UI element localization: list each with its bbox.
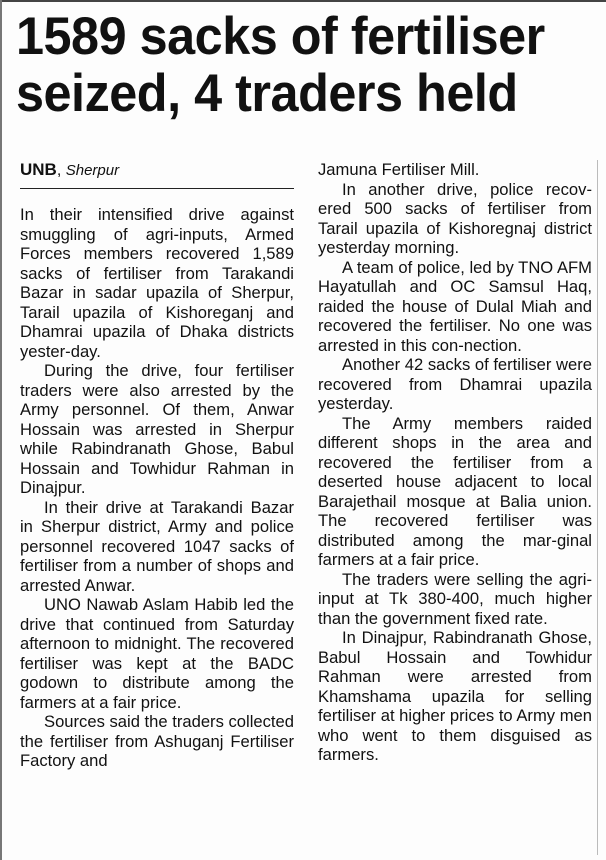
headline-line-1: 1589 sacks of fertiliser: [16, 7, 545, 66]
paragraph: In another drive, police recov-ered 500 sacks of fertiliser from Tarail upazila of Kishoregnaj district yesterday morning.: [318, 179, 592, 257]
paragraph: In their intensified drive against smuggling of agri-inputs, Armed Forces members recovered 1,589 sacks of fertiliser from Tarakandi Bazar in sadar upazila of Sherpur, Tarail upazila of Kishoreganj and Dhamrai upazila of Dhaka districts yester-day.: [20, 205, 294, 361]
paragraph: Sources said the traders collected the fertiliser from Ashuganj Fertiliser Factory and: [20, 712, 294, 770]
paragraph: Another 42 sacks of fertiliser were recovered from Dhamrai upazila yesterday.: [318, 355, 592, 413]
byline: [20, 160, 294, 189]
column-rule-right: [597, 160, 598, 855]
byline-agency: UNB: [20, 160, 57, 179]
clipping-left-edge: [0, 0, 2, 860]
paragraph: The Army members raided different shops in the area and recovered the fertiliser from a deserted house adjacent to local Barajethail mosque at Balia union. The recovered fertiliser was distributed among the mar-ginal farmers at a fair price.: [318, 413, 592, 569]
byline-separator: ,: [56, 162, 66, 179]
paragraph: In Dinajpur, Rabindranath Ghose, Babul Hossain and Towhidur Rahman were arrested from Khamshama upazila for selling fertiliser at higher prices to Army men who went to them disguised as farmers.: [318, 628, 592, 764]
headline: [16, 8, 567, 122]
paragraph: The traders were selling the agri-input at Tk 380-400, much higher than the government fixed rate.: [318, 569, 592, 628]
byline-place: Sherpur: [65, 162, 120, 179]
clipping-top-edge: [0, 0, 606, 2]
article-body: [20, 160, 592, 771]
column-2: [318, 160, 592, 771]
paragraph: In their drive at Tarakandi Bazar in Sherpur district, Army and police personnel recovered 1047 sacks of fertiliser from a number of shops and arrested Anwar.: [20, 497, 294, 595]
paragraph-continued: Jamuna Fertiliser Mill.: [318, 160, 480, 179]
column-1: [20, 160, 294, 771]
paragraph: UNO Nawab Aslam Habib led the drive that continued from Saturday afternoon to midnight. The recovered fertiliser was kept at the BADC godown to distribute among the farmers at a fair price.: [20, 595, 294, 712]
paragraph: During the drive, four fertiliser traders were also arrested by the Army personnel. Of them, Anwar Hossain was arrested in Sherpur while Rabindranath Ghose, Babul Hossain and Towhidur Rahman in Dinajpur.: [20, 361, 294, 497]
paragraph: A team of police, led by TNO AFM Hayatullah and OC Samsul Haq, raided the house of Dulal Miah and recovered the fertiliser. No one was arrested in this con-nection.: [318, 257, 592, 355]
headline-line-2: seized, 4 traders held: [16, 64, 518, 123]
